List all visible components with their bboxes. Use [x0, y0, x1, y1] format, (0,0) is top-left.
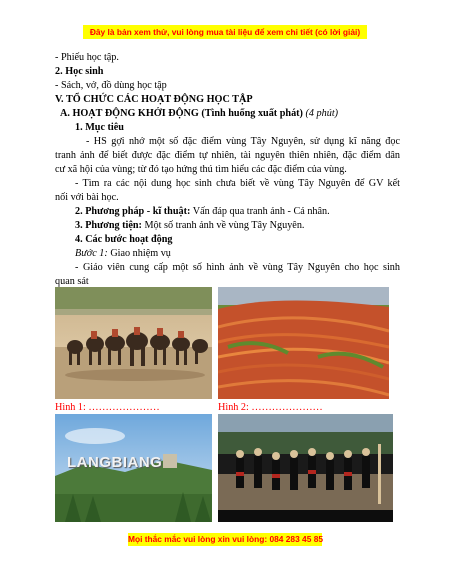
para-line-4: - Tìm ra các nội dung học sinh chưa biết về vùng Tây Nguyên để GV kết: [75, 178, 400, 189]
elephants-photo: [55, 287, 212, 399]
line-phuong-phap: [75, 205, 330, 218]
phuong-phap-label: 2. Phương pháp - kĩ thuật:: [75, 206, 191, 217]
contact-footer: Mọi thắc mắc vui lòng xin vui lòng: 084 283 45 85: [128, 534, 324, 544]
para-line-7: quan sát: [55, 276, 89, 287]
caption-figure-1: Hình 1: …………………: [55, 402, 160, 413]
heading-hoc-sinh: 2. Học sinh: [55, 66, 104, 77]
festival-dance-photo: [218, 414, 393, 522]
terraced-hills-photo: [218, 287, 389, 399]
para-line-3: cư xã hội của vùng; từ đó tạo hứng thú tìm hiểu các đặc điểm của vùng.: [55, 164, 347, 175]
buoc-1-value: Giao nhiệm vụ: [110, 248, 171, 259]
langbiang-sign-text: LANGBIANG: [67, 454, 163, 471]
langbiang-photo: [55, 414, 212, 522]
line-sach-vo: - Sách, vở, đồ dùng học tập: [55, 80, 167, 91]
preview-banner: Đây là bản xem thử, vui lòng mua tài liệu để xem chi tiết (có lời giải): [83, 25, 367, 39]
phuong-tien-value: Một số tranh ảnh về vùng Tây Nguyên.: [144, 220, 305, 231]
heading-section-v: V. TỔ CHỨC CÁC HOẠT ĐỘNG HỌC TẬP: [55, 94, 253, 105]
buoc-1-label: Bước 1:: [75, 248, 108, 259]
line-buoc-1: [75, 247, 171, 260]
para-line-5: nối với bài học.: [55, 192, 119, 203]
activity-a-duration: (4 phút): [305, 108, 339, 119]
para-line-1: - HS gợi nhớ một số đặc điểm vùng Tây Nguyên, sử dụng kĩ năng đọc: [86, 136, 400, 147]
line-phieu-hoc-tap: - Phiếu học tập.: [55, 52, 119, 63]
caption-figure-2: Hình 2: …………………: [218, 402, 323, 413]
heading-muc-tieu: 1. Mục tiêu: [75, 122, 124, 133]
para-line-2: tranh ảnh để biết được đặc điểm tự nhiên, tài nguyên thiên nhiên, đặc điểm dân: [55, 150, 400, 161]
heading-activity-a: [60, 107, 338, 120]
activity-a-title: A. HOẠT ĐỘNG KHỞI ĐỘNG (Tình huống xuất phát): [60, 108, 303, 119]
heading-cac-buoc: 4. Các bước hoạt động: [75, 234, 173, 245]
para-line-6: - Giáo viên cung cấp một số hình ảnh về vùng Tây Nguyên cho học sinh: [75, 262, 400, 273]
phuong-phap-value: Vấn đáp qua tranh ảnh - Cá nhân.: [192, 206, 330, 217]
line-phuong-tien: [75, 219, 304, 232]
phuong-tien-label: 3. Phương tiện:: [75, 220, 142, 231]
